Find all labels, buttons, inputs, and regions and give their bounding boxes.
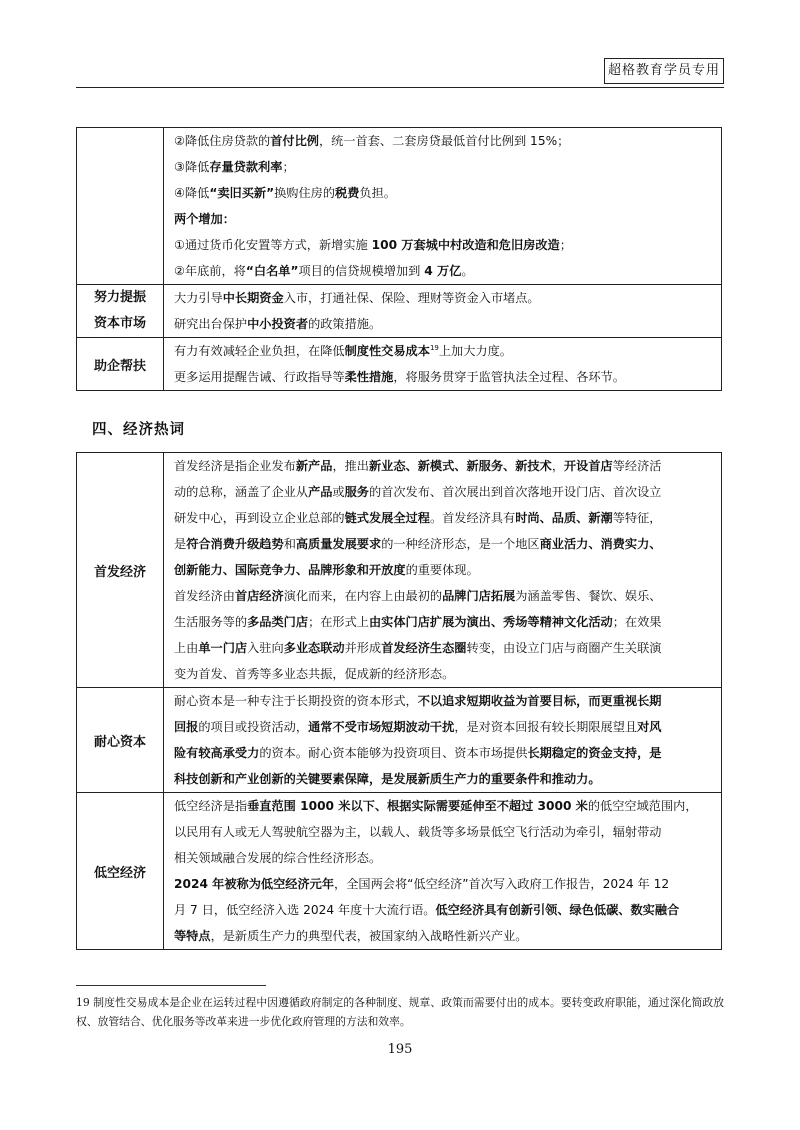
text-line — [174, 258, 711, 284]
term-definition — [164, 453, 722, 688]
emphasis-text: 两个增加： — [174, 212, 235, 226]
emphasis-text: 回报 — [174, 720, 199, 734]
plain-text: 的重要体现。 — [405, 563, 479, 577]
plain-text: ，将服务贯穿于监管执法全过程、各环节。 — [393, 370, 625, 384]
plain-text: 的政策措施。 — [308, 317, 382, 331]
plain-text: 换购住房的 — [274, 186, 336, 200]
plain-text: 相关领域融合发展的综合性经济形态。 — [174, 851, 382, 865]
emphasis-text: 4 万亿 — [424, 264, 462, 278]
emphasis-text: 时尚、品质、新潮 — [515, 511, 613, 525]
emphasis-text: 科技创新和产业创新的关键要素保障，是发展新质生产力的重要条件和推动力。 — [174, 772, 601, 786]
text-line — [174, 793, 711, 819]
text-line — [174, 714, 711, 740]
emphasis-text: 垂直范围 1000 米以下、根据实际需要延伸至不超过 3000 米 — [247, 799, 588, 813]
emphasis-text: 新业态、新模式、新服务、新技术 — [369, 459, 552, 473]
text-line — [174, 845, 711, 871]
term-row-low-altitude-economy — [77, 793, 722, 950]
plain-text: 。 — [461, 264, 474, 278]
plain-text: 的首次发布、首次展出到首次落地开设门店、首次设立 — [369, 485, 662, 499]
emphasis-text: 不以追求短期收益为首要目标，而更重视长期 — [417, 694, 662, 708]
plain-text: 的低空空域范围内， — [587, 799, 698, 813]
text-line — [174, 583, 711, 609]
emphasis-text: 多品类门店 — [247, 615, 309, 629]
header-rule — [76, 87, 724, 88]
emphasis-text: 链式发展全过程 — [344, 511, 430, 525]
emphasis-text: 对风 — [637, 720, 662, 734]
term-definition — [164, 793, 722, 950]
text-line — [174, 819, 711, 845]
term-name: 低空经济 — [77, 793, 164, 950]
emphasis-text: 低空经济具有创新引领、绿色低碳、数实融合 — [435, 903, 680, 917]
text-line — [174, 453, 711, 479]
plain-text: 项目的信贷规模增加到 — [298, 264, 425, 278]
text-line — [174, 206, 711, 232]
term-row-patient-capital — [77, 688, 722, 793]
plain-text: 上由 — [174, 641, 199, 655]
emphasis-text: 高质量发展要求 — [295, 537, 382, 551]
emphasis-text: 商业活力、消费实力、 — [539, 537, 662, 551]
plain-text: 入驻向 — [247, 641, 284, 655]
plain-text: ②年底前，将 — [174, 264, 246, 278]
emphasis-text: 等特点 — [174, 929, 211, 943]
terms-table — [76, 452, 722, 950]
plain-text: 有力有效减轻企业负担，在降低 — [174, 344, 345, 358]
plain-text: 首发经济是指企业发布 — [174, 459, 296, 473]
page-number: 195 — [387, 1042, 413, 1057]
text-line — [174, 311, 711, 337]
plain-text: ，是新质生产力的典型代表，被国家纳入战略性新兴产业。 — [210, 929, 528, 943]
plain-text: 转变，由设立门店与商圈产生关联演 — [466, 641, 662, 655]
text-line — [174, 479, 711, 505]
policy-row3-body — [164, 338, 722, 391]
plain-text: 负担。 — [359, 186, 396, 200]
plain-text: ④降低 — [174, 186, 210, 200]
text-line — [174, 285, 711, 311]
footnote: 19 制度性交易成本是企业在运转过程中因遵循政府制定的各种制度、规章、政策而需要付出的成本。要转变政府职能，通过深化简政放权、放管结合、优化服务等改革来进一步优化政府管理的方法和效率。 — [76, 996, 724, 1028]
plain-text: 大力引导 — [174, 291, 223, 305]
emphasis-text: 服务 — [344, 485, 369, 499]
plain-text: 的项目或投资活动， — [198, 720, 309, 734]
plain-text: ；在形式上 — [308, 615, 369, 629]
emphasis-text: “白名单” — [245, 264, 299, 278]
text-line — [174, 128, 711, 154]
plain-text: ，统一首套、二套房贷最低首付比例到 15%； — [319, 134, 570, 148]
term-row-debut-economy — [77, 453, 722, 688]
category-label-line1: 努力提振 — [93, 290, 146, 305]
text-line — [174, 688, 711, 714]
term-definition — [164, 688, 722, 793]
plain-text: 入市，打通社保、保险、理财等资金入市堵点。 — [283, 291, 540, 305]
text-line — [174, 766, 711, 792]
policy-table — [76, 127, 722, 391]
emphasis-text: 单一门店 — [198, 641, 248, 655]
text-line — [174, 364, 711, 390]
plain-text: 等经济活 — [612, 459, 662, 473]
plain-text: 和 — [283, 537, 296, 551]
plain-text: 上加大力度。 — [438, 344, 512, 358]
plain-text: 研究出台保护 — [174, 317, 248, 331]
emphasis-text: 品牌门店拓展 — [442, 589, 516, 603]
plain-text: ①通过货币化安置等方式，新增实施 — [174, 238, 372, 252]
plain-text: 低空经济是指 — [174, 799, 248, 813]
text-line — [174, 505, 711, 531]
plain-text: 变为首发、首秀等多业态共振，促成新的经济形态。 — [174, 667, 455, 681]
category-cell — [77, 285, 164, 338]
policy-row-enterprise-support — [77, 338, 722, 391]
emphasis-text: 首发经济生态圈 — [381, 641, 467, 655]
plain-text: ，推出 — [332, 459, 369, 473]
plain-text: 更多运用提醒告诫、行政指导等 — [174, 370, 345, 384]
plain-text: 耐心资本是一种专注于长期投资的资本形式， — [174, 694, 418, 708]
plain-text: ；在效果 — [612, 615, 662, 629]
plain-text: ， — [551, 459, 564, 473]
plain-text: ； — [282, 160, 295, 174]
emphasis-text: 由实体门店扩展为演出、秀场等精神文化活动 — [369, 615, 613, 629]
emphasis-text: 长期稳定的资金支持，是 — [527, 746, 662, 760]
plain-text: 等特征， — [612, 511, 662, 525]
text-line — [174, 635, 711, 661]
emphasis-text: 多业态联动 — [283, 641, 345, 655]
plain-text: 以民用有人或无人驾驶航空器为主，以载人、载货等多场景低空飞行活动为牵引，辐射带动 — [174, 825, 662, 839]
plain-text: 月 7 日，低空经济入选 2024 年度十大流行语。 — [174, 903, 436, 917]
text-line — [174, 740, 711, 766]
policy-row2-body — [164, 285, 722, 338]
emphasis-text: 创新能力、国际竞争力、品牌形象和开放度 — [174, 563, 406, 577]
emphasis-text: 产品 — [308, 485, 333, 499]
emphasis-text: 中长期资金 — [222, 291, 284, 305]
footnote-ref: 19 — [429, 343, 439, 352]
category-cell: 助企帮扶 — [77, 338, 164, 391]
policy-row-capital-market — [77, 285, 722, 338]
plain-text: 生活服务等的 — [174, 615, 248, 629]
plain-text: 动的总称，涵盖了企业从 — [174, 485, 309, 499]
plain-text: ③降低 — [174, 160, 210, 174]
plain-text: 的一种经济形态，是一个地区 — [381, 537, 540, 551]
plain-text: ，全国两会将“低空经济”首次写入政府工作报告，2024 年 12 — [334, 877, 670, 891]
plain-text: ，是对资本回报有较长期限展望且 — [454, 720, 638, 734]
category-cell-empty — [77, 128, 164, 285]
plain-text: ； — [559, 238, 572, 252]
emphasis-text: 险有较高承受力 — [174, 746, 260, 760]
plain-text: 的资本。耐心资本能够为投资项目、资本市场提供 — [259, 746, 528, 760]
plain-text: 首发经济由 — [174, 589, 235, 603]
text-line — [174, 897, 711, 923]
text-line — [174, 154, 711, 180]
emphasis-text: 符合消费升级趋势 — [186, 537, 284, 551]
emphasis-text: 2024 年被称为 — [174, 877, 261, 891]
emphasis-text: 制度性交易成本 — [344, 344, 430, 358]
emphasis-text: 存量贷款利率 — [209, 160, 283, 174]
plain-text: 并形成 — [344, 641, 382, 655]
plain-text: 为涵盖零售、餐饮、娱乐、 — [515, 589, 662, 603]
footnote-rule — [76, 985, 266, 986]
emphasis-text: 首付比例 — [270, 134, 319, 148]
text-line — [174, 609, 711, 635]
text-line — [174, 661, 711, 687]
text-line — [174, 180, 711, 206]
policy-row-continuation — [77, 128, 722, 285]
category-label-line2: 资本市场 — [93, 316, 146, 331]
policy-row1-body — [164, 128, 722, 285]
emphasis-text: 首店经济 — [234, 589, 284, 603]
plain-text: 研发中心，再到设立企业总部的 — [174, 511, 345, 525]
emphasis-text: “卖旧买新” — [209, 186, 275, 200]
term-name: 首发经济 — [77, 453, 164, 688]
emphasis-text: 柔性措施 — [344, 370, 394, 384]
emphasis-text: 开设首店 — [564, 459, 613, 473]
header-label: 超格教育学员专用 — [604, 58, 724, 84]
text-line — [174, 923, 711, 949]
plain-text: 或 — [332, 485, 345, 499]
plain-text: 演化而来，在内容上由最初的 — [283, 589, 443, 603]
term-name: 耐心资本 — [77, 688, 164, 793]
emphasis-text: 税费 — [335, 186, 360, 200]
plain-text: ②降低住房贷款的 — [174, 134, 271, 148]
emphasis-text: 通常不受市场短期波动干扰 — [308, 720, 455, 734]
plain-text: 。首发经济具有 — [429, 511, 516, 525]
emphasis-text: 低空经济元年 — [260, 877, 335, 891]
text-line — [174, 232, 711, 258]
text-line — [174, 871, 711, 897]
emphasis-text: 100 万套城中村改造和危旧房改造 — [371, 238, 560, 252]
text-line — [174, 531, 711, 557]
emphasis-text: 中小投资者 — [247, 317, 309, 331]
plain-text: 是 — [174, 537, 187, 551]
section-heading: 四、经济热词 — [92, 422, 185, 438]
emphasis-text: 新产品 — [295, 459, 333, 473]
text-line — [174, 338, 711, 364]
text-line — [174, 557, 711, 583]
